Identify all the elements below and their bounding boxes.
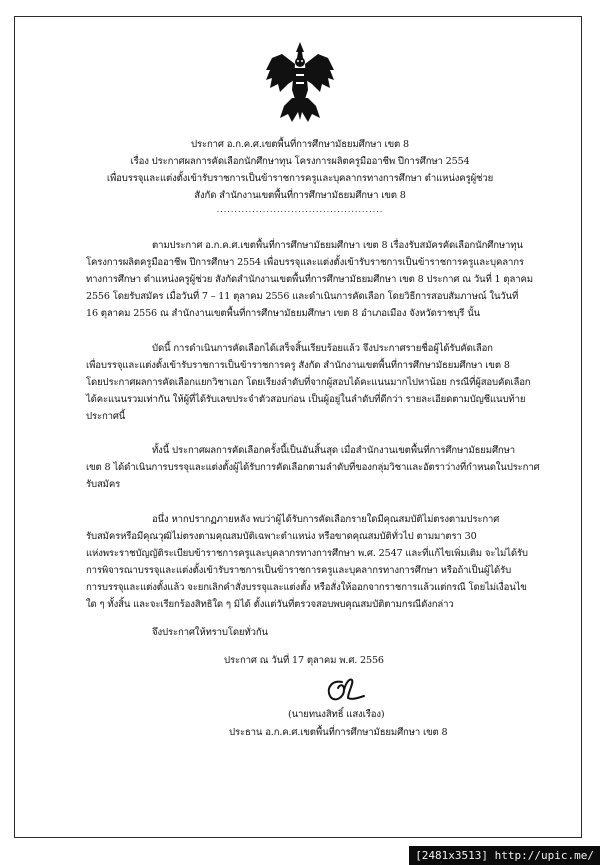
header-line-1: ประกาศ อ.ก.ค.ศ.เขตพื้นที่การศึกษามัธยมศึกษา เขต 8 <box>191 139 409 150</box>
paragraph-4-line-6: ใด ๆ ทั้งสิ้น และจะเรียกร้องสิทธิใด ๆ มิได้ ตั้งแต่วันที่ตรวจสอบพบคุณสมบัติตามกรณีดังกล่าว <box>86 599 454 610</box>
signatory-name: (นายทนงสิทธิ์ แสงเรือง) <box>288 709 385 720</box>
paragraph-4-line-4: การพิจารณาบรรจุและแต่งตั้งเข้ารับราชการเป็นข้าราชการครูและบุคลากรทางการศึกษา หรือถ้าเป็นผู้ได้รับ <box>86 565 512 576</box>
paragraph-3-line-1: ทั้งนี้ ประกาศผลการคัดเลือกครั้งนี้เป็นอันสิ้นสุด เมื่อสำนักงานเขตพื้นที่การศึกษามัธยมศึกษา <box>152 445 515 456</box>
signature-icon <box>318 676 368 706</box>
paragraph-4-line-2: รับสมัครหรือมีคุณวุฒิไม่ตรงตามคุณสมบัติเฉพาะตำแหน่ง หรือขาดคุณสมบัติทั่วไป ตามมาตรา 30 <box>86 531 477 542</box>
closing-line: จึงประกาศให้ทราบโดยทั่วกัน <box>152 627 268 638</box>
paragraph-2-line-3: โดยประกาศผลการคัดเลือกแยกวิชาเอก โดยเรียงลำดับที่จากผู้สอบได้คะแนนมากไปหาน้อย กรณีที่ผู้สอบคัดเลือก <box>86 377 531 388</box>
header-line-2: เรื่อง ประกาศผลการคัดเลือกนักศึกษาทุน โครงการผลิตครูมืออาชีพ ปีการศึกษา 2554 <box>130 156 470 167</box>
paragraph-2-line-5: ประกาศนี้ <box>86 411 126 422</box>
signatory-position: ประธาน อ.ก.ค.ศ.เขตพื้นที่การศึกษามัธยมศึกษา เขต 8 <box>229 727 448 738</box>
paragraph-1-line-2: โครงการผลิตครูมืออาชีพ ปีการศึกษา 2554 เพื่อบรรจุและแต่งตั้งเข้ารับราชการเป็นข้าราชการครูและบุคลากร <box>86 257 524 268</box>
paragraph-1-line-5: 16 ตุลาคม 2556 ณ สำนักงานเขตพื้นที่การศึกษามัธยมศึกษา เขต 8 อำเภอเมือง จังหวัดราชบุรี นั้น <box>86 308 481 319</box>
announcement-date: ประกาศ ณ วันที่ 17 ตุลาคม พ.ศ. 2556 <box>224 655 384 666</box>
header-line-3: เพื่อบรรจุและแต่งตั้งเข้ารับราชการเป็นข้าราชการครูและบุคลากรทางการศึกษา ตำแหน่งครูผู้ช่วย <box>106 173 494 184</box>
paragraph-1-line-3: ทางการศึกษา ตำแหน่งครูผู้ช่วย สังกัดสำนักงานเขตพื้นที่การศึกษามัธยมศึกษา เขต 8 ประกาศ ณ วันที่ 1 ตุลาคม <box>86 274 533 285</box>
paragraph-1-line-4: 2556 โดยรับสมัคร เมื่อวันที่ 7 – 11 ตุลาคม 2556 และดำเนินการคัดเลือก โดยวิธีการสอบสัมภาษณ์ ในวันที่ <box>86 291 519 302</box>
paragraph-2-line-4: ได้คะแนนรวมเท่ากัน ให้ผู้ที่ได้รับเลขประจำตัวสอบก่อน เป็นผู้อยู่ในลำดับที่ดีกว่า รายละเอียดตามบัญชีแนบท้าย <box>86 394 526 405</box>
paragraph-3-line-2: เขต 8 ได้ดำเนินการบรรจุและแต่งตั้งผู้ได้รับการคัดเลือกตามลำดับที่ของกลุ่มวิชาและอัตราว่างที่กำหนดในประกาศ <box>86 462 540 473</box>
paragraph-4-line-3: แห่งพระราชบัญญัติระเบียบข้าราชการครูและบุคลากรทางการศึกษา พ.ศ. 2547 และที่แก้ไขเพิ่มเติม จะไม่ได้รับ <box>86 548 528 559</box>
upload-watermark: [2481x3513] http://upic.me/ <box>409 846 600 865</box>
paragraph-2-line-2: เพื่อบรรจุและแต่งตั้งเข้ารับราชการเป็นข้าราชการครู สังกัด สำนักงานเขตพื้นที่การศึกษามัธยมศึกษา เขต 8 <box>86 360 510 371</box>
paragraph-4-line-5: การบรรจุและแต่งตั้งแล้ว จะยกเลิกคำสั่งบรรจุและแต่งตั้ง หรือสั่งให้ออกจากราชการแล้วแต่กรณี โดยไม่เงื่อนไข <box>86 582 527 593</box>
paragraph-4-line-1: อนึ่ง หากปรากฏภายหลัง พบว่าผู้ได้รับการคัดเลือกรายใดมีคุณสมบัติไม่ตรงตามประกาศ <box>152 514 500 525</box>
header-separator: ............................................... <box>216 205 384 214</box>
garuda-emblem-icon <box>262 40 338 126</box>
paragraph-1-line-1: ตามประกาศ อ.ก.ค.ศ.เขตพื้นที่การศึกษามัธยมศึกษา เขต 8 เรื่องรับสมัครคัดเลือกนักศึกษาทุน <box>152 240 523 251</box>
header-line-4: สังกัด สำนักงานเขตพื้นที่การศึกษามัธยมศึกษา เขต 8 <box>194 190 406 201</box>
paragraph-3-line-3: รับสมัคร <box>86 479 121 490</box>
paragraph-2-line-1: บัดนี้ การดำเนินการคัดเลือกได้เสร็จสิ้นเรียบร้อยแล้ว จึงประกาศรายชื่อผู้ได้รับคัดเลือก <box>152 343 493 354</box>
